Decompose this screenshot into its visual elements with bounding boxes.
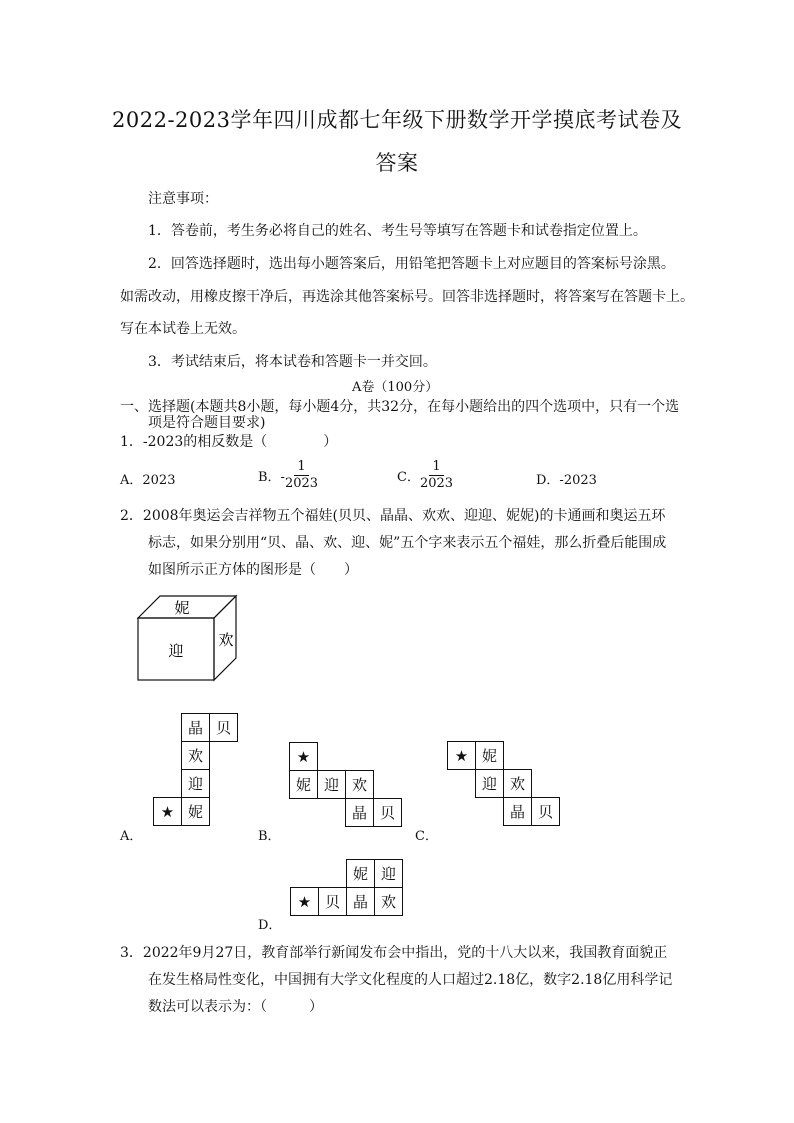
net-b-cell: 晶 (345, 798, 374, 827)
cube-right-label: 欢 (218, 631, 234, 649)
notice-item-2-cont2: 写在本试卷上无效。 (120, 321, 246, 337)
q2-option-b-label: B． (258, 829, 281, 844)
net-d-cell-star: ★ (290, 887, 319, 916)
net-d-cell: 贝 (318, 887, 347, 916)
section-a-heading: A卷（100分） (352, 380, 439, 395)
page-title: 2022-2023学年四川成都七年级下册数学开学摸底考试卷及 (112, 108, 682, 132)
net-c-cell: 妮 (475, 741, 504, 770)
net-c-cell: 贝 (531, 797, 560, 826)
notice-heading: 注意事项： (148, 191, 218, 207)
net-c-cell: 迎 (475, 769, 504, 798)
net-c-cell: 欢 (503, 769, 532, 798)
net-a-cell: 晶 (181, 713, 210, 742)
net-d-cell: 迎 (374, 859, 403, 888)
q1-b-numerator: 1 (294, 459, 308, 476)
part1-instruction-cont: 项是符合题目要求) (148, 415, 266, 431)
q1-option-a: A．2023 (120, 473, 176, 488)
question-1-stem: 1．-2023的相反数是（ ） (120, 434, 338, 450)
notice-item-2: 2．回答选择题时，选出每小题答案后，用铅笔把答题卡上对应题目的答案标号涂黑。 (148, 256, 675, 272)
net-d-cell: 妮 (346, 859, 375, 888)
net-a-cell: 妮 (181, 797, 210, 826)
net-b-cell: 妮 (289, 770, 318, 799)
q1-b-denominator: 2023 (284, 476, 319, 491)
net-b-cell: 贝 (373, 798, 402, 827)
q2-option-c-label: C． (415, 829, 438, 844)
q1-option-c-label: C． (397, 470, 420, 485)
net-a-cell: 迎 (181, 769, 210, 798)
net-a-cell: 贝 (209, 713, 238, 742)
question-3-line1: 3．2022年9月27日，教育部举行新闻发布会中指出，党的十八大以来，我国教育面貌正 (120, 945, 668, 961)
q1-c-denominator: 2023 (419, 476, 454, 491)
q1-option-d: D．-2023 (536, 473, 597, 488)
q2-option-d-label: D． (258, 918, 282, 933)
net-d-cell: 晶 (346, 887, 375, 916)
question-2-line2: 标志，如果分别用“贝、晶、欢、迎、妮”五个字来表示五个福娃，那么折叠后能围成 (148, 535, 667, 551)
net-a-cell: 欢 (181, 741, 210, 770)
notice-item-3: 3．考试结束后，将本试卷和答题卡一并交回。 (148, 354, 437, 370)
cube-front-label: 迎 (168, 642, 184, 660)
net-b-cell: 欢 (345, 770, 374, 799)
q1-option-c-fraction (420, 459, 453, 492)
question-3-line3: 数法可以表示为：（ ） (148, 999, 323, 1015)
cube-top-label: 妮 (174, 599, 190, 617)
net-c-cell-star: ★ (447, 741, 476, 770)
page-title-line2: 答案 (375, 151, 419, 175)
cube-figure (134, 592, 242, 684)
q1-option-c (397, 459, 453, 492)
q1-option-b-fraction (285, 459, 318, 492)
question-3-line2: 在发生格局性变化，中国拥有大学文化程度的人口超过2.18亿，数字2.18亿用科学记 (148, 972, 673, 988)
question-2-line1: 2．2008年奥运会吉祥物五个福娃(贝贝、晶晶、欢欢、迎迎、妮妮)的卡通画和奥运五环 (120, 508, 666, 524)
q1-option-b (258, 459, 318, 492)
net-a-cell-star: ★ (153, 797, 182, 826)
net-b-cell: 迎 (317, 770, 346, 799)
q1-c-numerator: 1 (429, 459, 443, 476)
notice-item-1: 1．答卷前，考生务必将自己的姓名、考生号等填写在答题卡和试卷指定位置上。 (148, 223, 647, 239)
part1-instruction: 一、选择题(本题共8小题，每小题4分，共32分，在每小题给出的四个选项中，只有一个选 (120, 399, 680, 415)
question-2-line3: 如图所示正方体的图形是（ ） (148, 562, 358, 578)
notice-item-2-cont: 如需改动，用橡皮擦干净后，再选涂其他答案标号。回答非选择题时，将答案写在答题卡上。 (120, 289, 694, 305)
q2-option-a-label: A． (120, 829, 143, 844)
q1-option-b-label: B．- (258, 470, 285, 485)
net-d-cell: 欢 (374, 887, 403, 916)
net-b-cell-star: ★ (289, 742, 318, 771)
net-c-cell: 晶 (503, 797, 532, 826)
